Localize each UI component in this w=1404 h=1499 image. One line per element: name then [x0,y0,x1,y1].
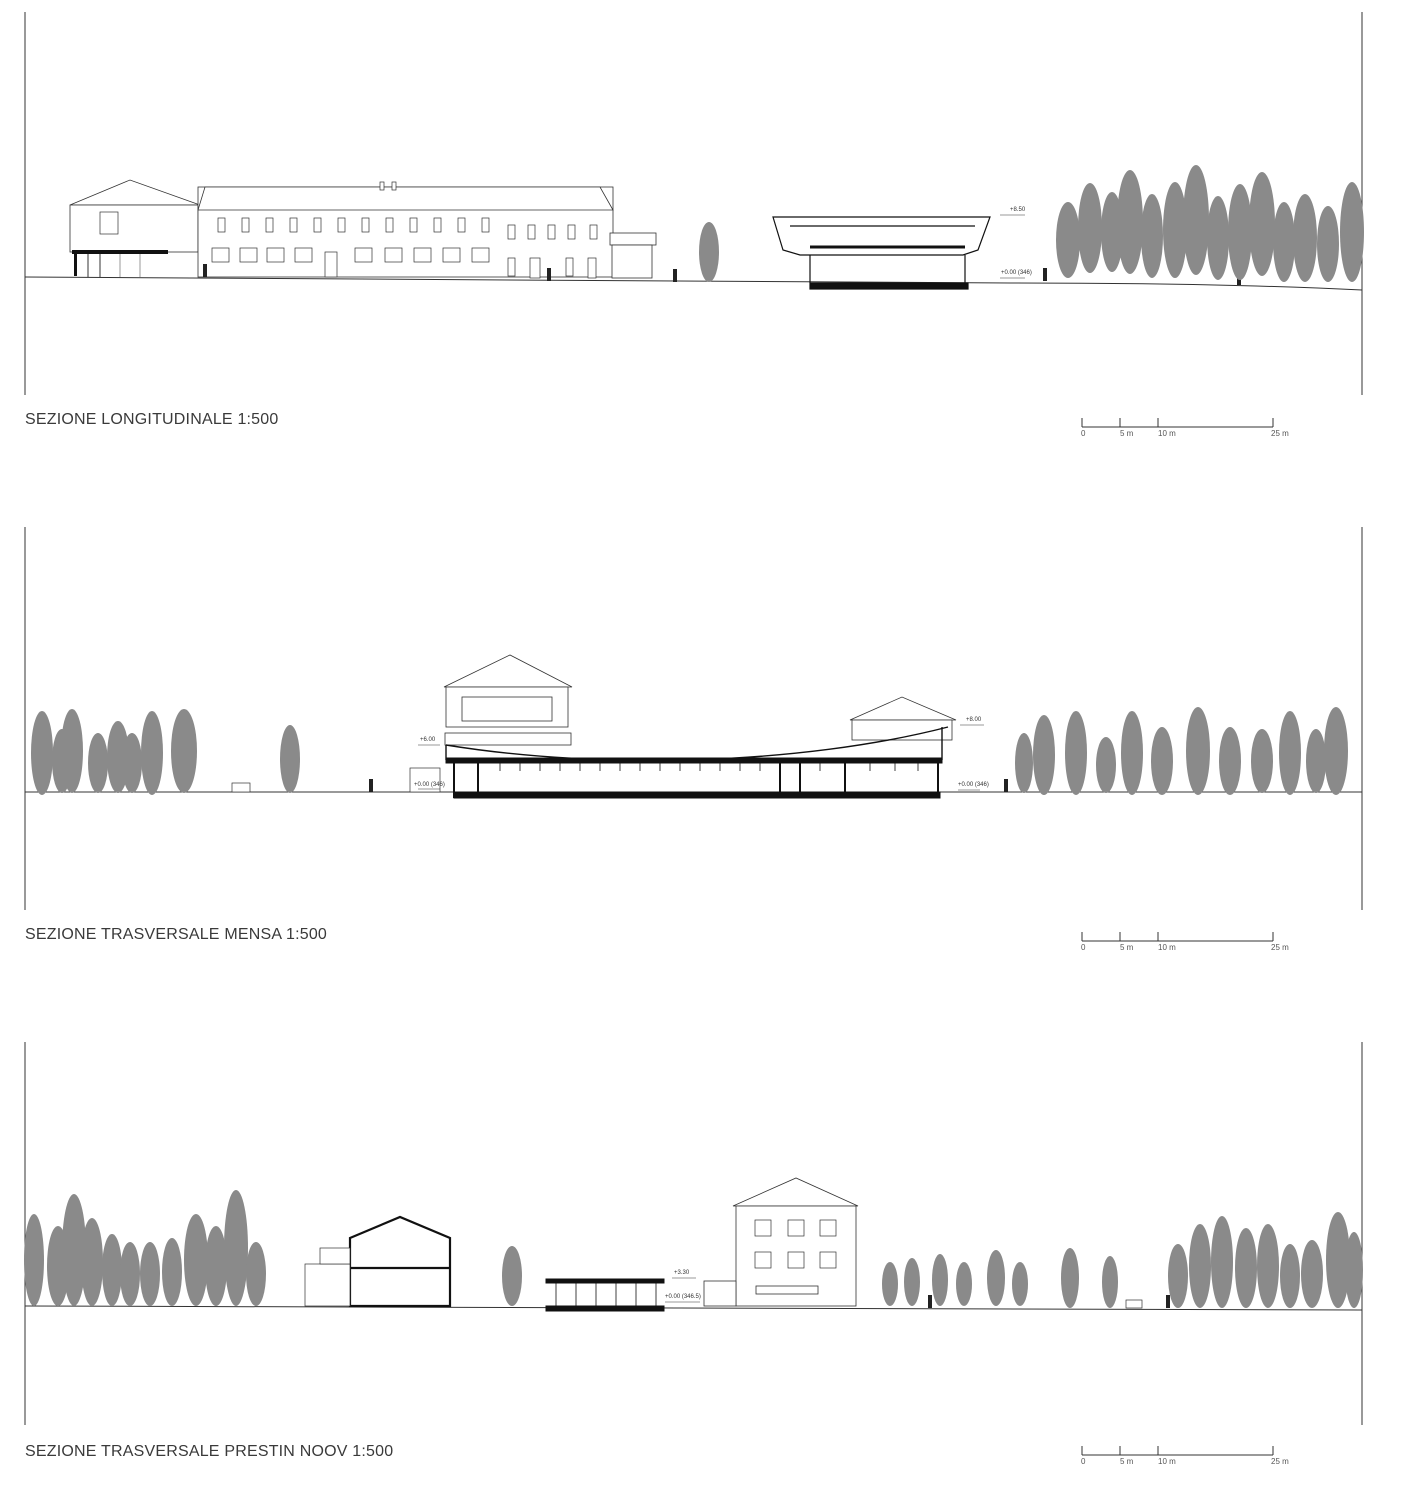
level-label: +8.00 [966,717,982,723]
glazed-pavilion [72,250,168,277]
scale-label: 0 [1081,429,1086,438]
level-label: +3.30 [674,1270,690,1276]
level-label: +0.00 (346) [1001,270,1032,276]
scale-label: 10 m [1158,1457,1176,1466]
section-title: SEZIONE TRASVERSALE PRESTIN NOOV 1:500 [25,1443,394,1460]
scale-label: 5 m [1120,943,1134,952]
pavilion-section [546,1279,664,1311]
section-longitudinal-drawing [0,0,1404,400]
scale-label: 5 m [1120,1457,1134,1466]
level-label: +0.00 (346) [958,782,989,788]
scale-label: 25 m [1271,429,1289,438]
scale-label: 25 m [1271,1457,1289,1466]
scale-label: 10 m [1158,429,1176,438]
section-title: SEZIONE LONGITUDINALE 1:500 [25,411,279,428]
section-longitudinal [0,0,1404,460]
scale-label: 0 [1081,1457,1086,1466]
scale-bar [1078,1444,1298,1474]
level-label: +6.00 [420,737,436,743]
trees-group-3 [24,1190,1363,1308]
scale-bar [1078,930,1298,960]
section-title: SEZIONE TRASVERSALE MENSA 1:500 [25,926,328,943]
trees-group-2 [31,707,1348,795]
section-prestin-noov-drawing [0,1030,1404,1430]
prestin-section [305,1217,450,1306]
level-label: +0.00 (346.5) [665,1294,701,1300]
scale-bar [1078,416,1298,446]
section-mensa-drawing [0,515,1404,915]
level-label: +8.50 [1010,207,1026,213]
section-prestin-noov [0,1030,1404,1499]
section-mensa [0,515,1404,975]
scale-label: 5 m [1120,429,1134,438]
villa-building [704,1178,858,1306]
mensa-building [444,655,956,745]
level-label: +0.00 (346) [414,782,445,788]
scale-label: 0 [1081,943,1086,952]
scale-label: 25 m [1271,943,1289,952]
scale-label: 10 m [1158,943,1176,952]
mensa-section [773,217,990,289]
